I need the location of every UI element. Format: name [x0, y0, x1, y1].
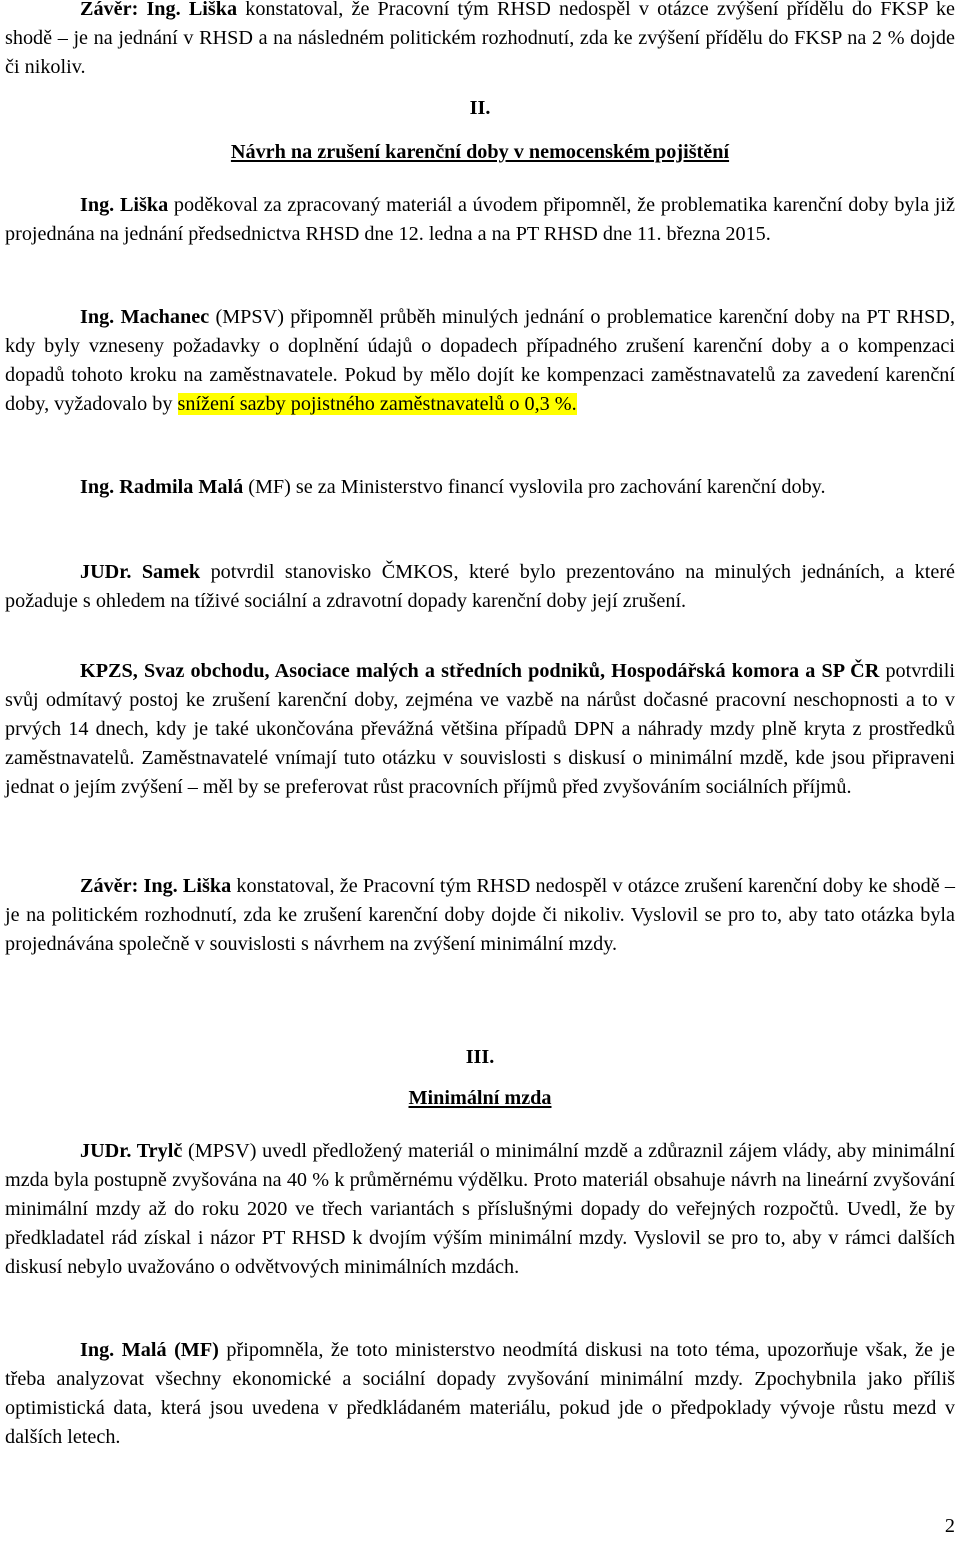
paragraph-text: konstatoval, že Pracovní tým RHSD nedospěl v otázce zrušení karenční doby ke shodě – je na politickém rozhodnutí, zda ke zrušení karenční doby dojde či nikoliv. Vyslovil se pro to, aby tato otázka byla projednávána společně v souvislosti s návrhem na zvýšení minimální mzdy.: [5, 875, 955, 955]
paragraph-text: poděkoval za zpracovaný materiál a úvodem připomněl, že problematika karenční doby byla již projednána na jednání předsednictva RHSD dne 12. ledna a na PT RHSD dne 11. března 2015.: [5, 194, 955, 245]
paragraph-text: (MPSV) uvedl předložený materiál o minimální mzdě a zdůraznil zájem vlády, aby minimální mzda byla postupně zvyšována na 40 % k průměrnému výdělku. Proto materiál obsahuje návrh na lineární zvyšování minimální mzdy až do roku 2020 ve třech variantách s příslušnými dopady do veřejných rozpočtů. Uvedl, že by předkladatel rád získal i názor PT RHSD k dvojím výším minimální mzdy. Vyslovil se pro to, aby v rámci dalších diskusí nebylo uvažováno o odvětvových minimálních mzdách.: [5, 1140, 955, 1278]
paragraph-lead: Ing. Liška: [80, 194, 169, 216]
paragraph-machanec: [5, 303, 955, 419]
section-title: Minimální mzda: [408, 1087, 552, 1109]
paragraph-text: (MPSV) připomněl průběh minulých jednání o problematice karenční doby na PT RHSD, kdy byly vzneseny požadavky o doplnění údajů o dopadech případného zrušení karenční doby a o kompenzaci dopadů tohoto kroku na zaměstnavatele. Pokud by mělo dojít ke kompenzaci zaměstnavatelů za zavedení karenční doby, vyžadovalo by: [5, 306, 955, 415]
paragraph-lead: Závěr: Ing.: [80, 0, 181, 20]
paragraph-samek: [5, 558, 955, 616]
paragraph-mala-mf-minwage: [5, 1336, 955, 1452]
paragraph-lead: Ing. Machanec: [80, 306, 210, 328]
page-number: 2: [944, 1515, 955, 1537]
paragraph-text: potvrdili svůj odmítavý postoj ke zrušení karenční doby, zejména ve vazbě na nárůst dočasné pracovní neschopnosti a to v prvých 14 dnech, kdy je také ukončována převážná většina případů DPN a náhrady mzdy plně kryta z prostředků zaměstnavatelů. Zaměstnavatelé vnímají tuto otázku v souvislosti s diskusí o minimální mzdě, kde jsou připraveni jednat o jejím zvýšení – měl by se preferovat růst pracovních příjmů před zvyšováním sociálních příjmů.: [5, 660, 955, 798]
paragraph-lead: KPZS, Svaz obchodu, Asociace malých a středních podniků, Hospodářská komora a SP ČR: [80, 660, 880, 682]
paragraph-conclusion-karence: [5, 872, 955, 959]
paragraph-conclusion-fksp: [5, 0, 955, 82]
paragraph-liska-intro: [5, 191, 955, 249]
section-number: III.: [465, 1046, 495, 1068]
paragraph-mala-mf: [5, 473, 955, 502]
paragraph-lead: Ing. Radmila Malá: [80, 476, 244, 498]
paragraph-text: konstatoval, že Pracovní tým RHSD nedospěl v otázce zvýšení přídělu do FKSP ke shodě – je na jednání v RHSD a na následném politickém rozhodnutí, zda ke zvýšení přídělu do FKSP na 2 % dojde či nikoliv.: [5, 0, 956, 78]
paragraph-lead: JUDr. Samek: [80, 561, 201, 583]
paragraph-lead: JUDr. Trylč: [80, 1140, 183, 1162]
paragraph-lead: Závěr: Ing. Liška: [80, 875, 232, 897]
paragraph-lead: Ing. Malá (MF): [80, 1339, 219, 1361]
paragraph-text: potvrdil stanovisko ČMKOS, které bylo prezentováno na minulých jednáních, a které požaduje s ohledem na tíživé sociální a zdravotní dopady karenční doby její zrušení.: [5, 561, 956, 612]
paragraph-text: připomněla, že toto ministerstvo neodmítá diskusi na toto téma, upozorňuje však, že je třeba analyzovat všechny ekonomické a sociální dopady zvyšování minimální mzdy. Zpochybnila jako příliš optimistická data, která jsou uvedena v předkládaném materiálu, pokud jde o předpoklady vývoje růstu mezd v dalších letech.: [5, 1339, 955, 1448]
section-title: Návrh na zrušení karenční doby v nemocenském pojištění: [230, 141, 730, 163]
speaker-name: Liška: [188, 0, 238, 20]
paragraph-trylc: [5, 1137, 955, 1282]
highlighted-text: snížení sazby pojistného zaměstnavatelů o 0,3 %.: [177, 393, 577, 415]
paragraph-text: (MF) se za Ministerstvo financí vyslovila pro zachování karenční doby.: [243, 476, 826, 498]
paragraph-employers: [5, 657, 955, 802]
section-number: II.: [469, 97, 491, 119]
